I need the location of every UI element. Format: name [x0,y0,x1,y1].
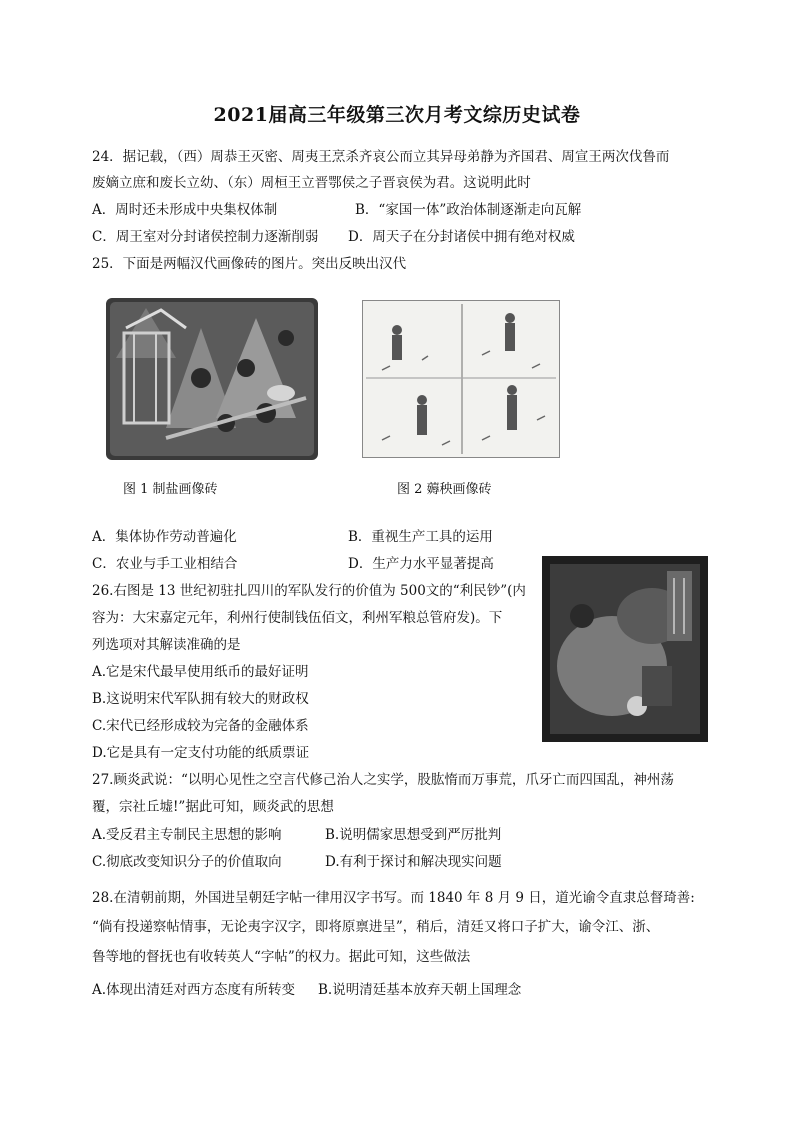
q26-stem-line-2: 容为：大宋嘉定元年，利州行使制钱伍佰文，利州军粮总管府发)。下 [92,610,503,626]
q24-stem-line-2: 废嫡立庶和废长立幼、（东）周桓王立晋鄂侯之子晋哀侯为君。这说明此时 [92,175,531,191]
q26-stem-line-1: 26.右图是 13 世纪初驻扎四川的军队发行的价值为 500文的“利民钞”(内 [92,583,526,599]
q27-stem-line-2: 覆，宗社丘墟!”据此可知，顾炎武的思想 [92,799,334,815]
q25-option-a: A．集体协作劳动普遍化 [92,529,237,545]
q28-stem-line-3: 鲁等地的督抚也有收转英人“字帖”的权力。据此可知，这些做法 [92,949,471,965]
q24-option-c: C．周王室对分封诸侯控制力逐渐削弱 [92,229,319,245]
q28-stem-line-1: 28.在清朝前期，外国进呈朝廷字帖一律用汉字书写。而 1840 年 8 月 9 日，道光谕令直隶总督琦善: [92,890,695,906]
q24-option-a: A．周时还未形成中央集权体制 [92,202,278,218]
q26-option-b: B.这说明宋代军队拥有较大的财政权 [92,691,309,707]
q28-stem-line-2: “倘有投递察帖情事，无论夷字汉字，即将原禀进呈”，稍后，清廷又将口子扩大，谕令江、浙、 [92,919,660,935]
q27-stem-line-1: 27.顾炎武说：“以明心见性之空言代修己治人之实学，股肱惰而万事荒，爪牙亡而四国乱，神州荡 [92,772,674,788]
q25-option-b: B．重视生产工具的运用 [348,529,493,545]
q26-option-d: D.它是具有一定支付功能的纸质票证 [92,745,310,761]
q27-option-a: A.受反君主专制民主思想的影响 [92,827,282,843]
figure-1-caption: 图 1 制盐画像砖 [123,482,218,497]
q25-stem: 25．下面是两幅汉代画像砖的图片。突出反映出汉代 [92,256,407,272]
q27-option-b: B.说明儒家思想受到严厉批判 [325,827,502,843]
q26-option-a: A.它是宋代最早使用纸币的最好证明 [92,664,309,680]
q24-option-d: D．周天子在分封诸侯中拥有绝对权威 [348,229,575,245]
q25-option-d: D．生产力水平显著提高 [348,556,494,572]
q26-stem-line-3: 列选项对其解读准确的是 [92,637,241,653]
q24-option-b: B．“家国一体”政治体制逐渐走向瓦解 [355,202,582,218]
q27-option-c: C.彻底改变知识分子的价值取向 [92,854,282,870]
q26-option-c: C.宋代已经形成较为完备的金融体系 [92,718,309,734]
page-title: 2021届高三年级第三次月考文综历史试卷 [213,104,581,126]
limin-paper-money-image [542,556,708,742]
q25-option-c: C．农业与手工业相结合 [92,556,238,572]
q28-option-b: B.说明清廷基本放弃天朝上国理念 [318,982,522,998]
figure-2-caption: 图 2 薅秧画像砖 [397,482,492,497]
q27-option-d: D.有利于探讨和解决现实问题 [325,854,502,870]
q28-option-a: A.体现出清廷对西方态度有所转变 [92,982,296,998]
salt-making-brick-image [106,298,318,460]
transplanting-brick-image [362,300,560,458]
q24-stem-line-1: 24．据记载，（西）周恭王灭密、周夷王烹杀齐哀公而立其异母弟静为齐国君、周宣王两次伐鲁而 [92,149,670,165]
